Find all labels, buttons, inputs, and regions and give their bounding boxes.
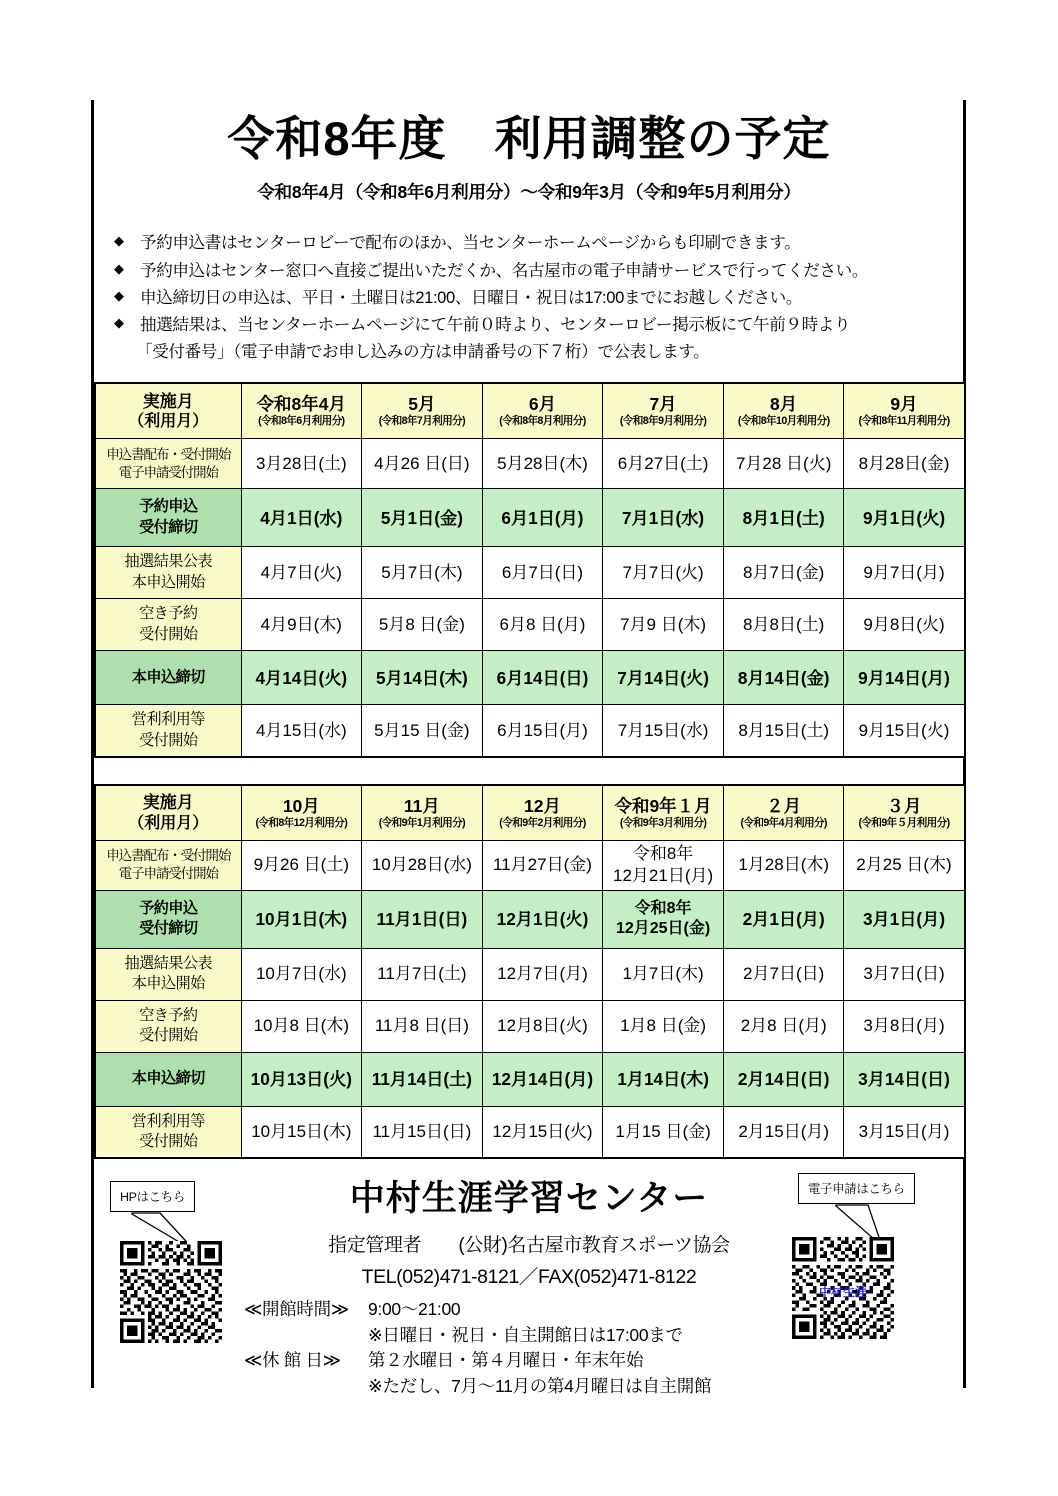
diamond-icon: ◆ (114, 233, 124, 249)
header-month-name: 令和8年4月 (256, 394, 347, 415)
table-header-row (95, 785, 965, 841)
schedule-date-line: 3月1日(月) (862, 909, 946, 930)
closed-row (244, 1348, 814, 1374)
header-month-name: 8月 (770, 394, 798, 415)
row-label-cell (95, 1052, 241, 1106)
schedule-date-cell (844, 1000, 965, 1052)
header-month-cell (241, 383, 362, 439)
schedule-date-cell (482, 439, 603, 489)
schedule-date-line: 9月7日(月) (863, 562, 945, 582)
schedule-date-cell (482, 599, 603, 651)
header-month-cell (603, 383, 724, 439)
row-label-cell (95, 840, 241, 890)
header-month-name: ３月 (886, 795, 922, 816)
schedule-date-cell (241, 547, 362, 599)
schedule-date-line: 12月7日(月) (497, 964, 588, 984)
notice-list (94, 230, 964, 364)
notice-text: 申込締切日の申込は、平日・土曜日は21:00、日曜日・祝日は17:00までにお越しください。 (140, 287, 803, 307)
schedule-date-line: 12月1日(火) (496, 909, 589, 930)
schedule-date-line: 10月28日(水) (371, 855, 472, 875)
schedule-date-cell (241, 651, 362, 705)
row-label-cell (95, 547, 241, 599)
row-label-cell (95, 489, 241, 547)
schedule-date-cell (723, 489, 844, 547)
center-name: 中村生涯学習センター (349, 1179, 709, 1219)
notice-text: 予約申込書はセンターロビーで配布のほか、当センターホームページからも印刷できます。 (140, 233, 801, 253)
row-label-line1: 予約申込 (139, 899, 198, 917)
hours-note: ※日曜日・祝日・自主開館日は17:00まで (368, 1324, 683, 1345)
row-label-line2: 受付開始 (139, 1133, 198, 1151)
schedule-date-cell (723, 705, 844, 757)
notice-text: 「受付番号」（電子申請でお申し込みの方は申請番号の下７桁）で公表します。 (136, 342, 710, 362)
header-month-name: 令和9年１月 (614, 795, 712, 816)
schedule-date-line: 7月28 日(火) (735, 453, 832, 473)
schedule-date-line: 5月14日(木) (376, 667, 468, 688)
table-row (95, 547, 965, 599)
schedule-date-line: 5月15 日(金) (374, 720, 470, 740)
row-label-line1: 営利利用等 (131, 711, 205, 729)
header-month-note: (令和9年2月利用分) (499, 816, 586, 829)
schedule-date-line: 10月7日(水) (255, 964, 347, 984)
diamond-icon: ◆ (114, 260, 124, 276)
document-content (94, 100, 964, 1429)
header-month-name: 6月 (528, 394, 557, 415)
schedule-date-line: 7月9 日(木) (620, 614, 707, 634)
table-row (95, 1052, 965, 1106)
schedule-date-line: 5月8 日(金) (378, 614, 465, 634)
hours-value: 9:00〜21:00 (368, 1298, 461, 1319)
row-label-line2: 電子申請受付開始 (118, 866, 218, 882)
row-label-line1: 営利利用等 (131, 1112, 205, 1130)
schedule-date-cell (241, 948, 362, 1000)
schedule-date-cell (482, 840, 603, 890)
header-month-note: (令和8年11月利用分) (858, 415, 950, 428)
schedule-date-cell (241, 890, 362, 948)
row-label-cell (95, 705, 241, 757)
schedule-date-cell (362, 489, 483, 547)
header-month-note: (令和8年9月利用分) (619, 415, 707, 428)
header-month-name: 12月 (524, 795, 561, 816)
schedule-date-line: 11月7日(土) (377, 964, 467, 984)
schedule-date-line: 12月21日(月) (613, 866, 714, 886)
header-month-cell (362, 785, 483, 841)
header-month-cell (844, 383, 965, 439)
schedule-date-cell (723, 651, 844, 705)
row-label-cell (95, 1000, 241, 1052)
row-label-cell (95, 651, 241, 705)
schedule-date-cell (844, 1052, 965, 1106)
schedule-date-cell (723, 840, 844, 890)
schedule-date-cell (603, 651, 724, 705)
eapp-callout-bubble: 電子申請はこちら (798, 1173, 915, 1204)
schedule-date-line: 8月14日(金) (737, 667, 830, 688)
hp-qr-code-image (120, 1241, 222, 1343)
header-label-cell (95, 785, 241, 841)
schedule-date-line: 3月8日(月) (863, 1016, 945, 1036)
row-label-line1: 申込書配布・受付開始 (106, 848, 231, 864)
row-label-cell (95, 890, 241, 948)
header-month-note: (令和8年10月利用分) (737, 415, 830, 428)
header-label-line2: （利用月） (128, 814, 209, 832)
row-label-cell (95, 439, 241, 489)
schedule-date-line: 令和8年 (634, 900, 692, 918)
schedule-date-line: 9月14日(月) (858, 667, 950, 688)
schedule-date-cell (723, 1106, 844, 1158)
schedule-date-line: 11月14日(土) (371, 1069, 473, 1090)
notice-item (114, 258, 964, 283)
schedule-date-cell (723, 1000, 844, 1052)
header-month-name: 9月 (890, 394, 918, 415)
schedule-date-line: 1月14日(木) (617, 1069, 709, 1090)
footer (94, 1179, 964, 1429)
notice-text: 予約申込はセンター窓口へ直接ご提出いただくか、名古屋市の電子申請サービスで行ってください。 (140, 260, 869, 280)
row-label-line1: 本申込締切 (131, 1070, 205, 1088)
schedule-date-cell (482, 547, 603, 599)
schedule-date-cell (723, 439, 844, 489)
table-row (95, 439, 965, 489)
closed-value: 第２水曜日・第４月曜日・年末年始 (368, 1350, 644, 1371)
hours-note-row (244, 1323, 814, 1349)
schedule-date-line: 9月26 日(土) (253, 855, 349, 875)
schedule-date-cell (482, 948, 603, 1000)
schedule-date-line: 12月25日(金) (615, 920, 711, 938)
table-row (95, 489, 965, 547)
header-month-cell (723, 383, 844, 439)
header-month-note: (令和9年５月利用分) (858, 816, 950, 829)
header-month-cell (723, 785, 844, 841)
schedule-date-line: 2月14日(日) (737, 1069, 830, 1090)
schedule-date-cell (482, 1106, 603, 1158)
schedule-date-line: 5月7日(木) (381, 562, 463, 582)
table-row (95, 705, 965, 757)
closed-note-row (244, 1374, 814, 1400)
schedule-date-cell (482, 890, 603, 948)
schedule-date-line: 11月27日(金) (493, 855, 592, 875)
header-label-line1: 実施月 (142, 391, 194, 411)
table-row (95, 1000, 965, 1052)
schedule-date-cell (844, 547, 965, 599)
row-label-line2: 受付締切 (139, 518, 198, 536)
hours-block (244, 1297, 814, 1401)
header-month-note: (令和8年7月利用分) (378, 415, 466, 428)
schedule-date-line: 12月15日(火) (492, 1122, 593, 1142)
row-label-line1: 空き予約 (139, 1006, 198, 1024)
schedule-date-line: 3月15日(月) (858, 1122, 950, 1142)
schedule-date-cell (482, 705, 603, 757)
schedule-date-cell (362, 1106, 483, 1158)
row-label-line2: 受付開始 (139, 625, 198, 643)
schedule-date-line: 4月9日(木) (260, 614, 342, 634)
header-month-note: (令和9年4月利用分) (740, 816, 827, 829)
header-label-line2: （利用月） (128, 413, 209, 431)
tel-fax-line: TEL(052)471-8121／FAX(052)471-8122 (361, 1265, 697, 1288)
schedule-date-line: 6月15日(月) (497, 720, 588, 740)
schedule-date-line: 6月7日(日) (501, 562, 584, 582)
schedule-date-cell (603, 547, 724, 599)
header-month-cell (241, 785, 362, 841)
schedule-date-line: 10月1日(木) (255, 909, 348, 930)
table-row (95, 890, 965, 948)
notice-item (114, 312, 964, 337)
schedule-date-cell (241, 1052, 362, 1106)
notice-item-continued (114, 339, 964, 364)
schedule-date-cell (723, 948, 844, 1000)
schedule-date-line: 12月14日(月) (491, 1069, 594, 1090)
header-month-cell (362, 383, 483, 439)
row-label-line1: 抽選結果公表 (124, 954, 213, 972)
schedule-date-cell (482, 489, 603, 547)
schedule-date-cell (603, 705, 724, 757)
row-label-line2: 受付開始 (139, 1027, 198, 1045)
hours-row (244, 1297, 814, 1323)
schedule-date-line: 6月27日(土) (617, 453, 709, 473)
schedule-date-cell (482, 651, 603, 705)
header-month-name: 5月 (408, 394, 436, 415)
row-label-cell (95, 599, 241, 651)
schedule-date-cell (603, 1000, 724, 1052)
schedule-date-line: 5月28日(木) (497, 453, 588, 473)
schedule-date-cell (362, 439, 483, 489)
schedule-date-line: 10月15日(木) (251, 1122, 352, 1142)
schedule-date-line: 8月7日(金) (743, 562, 825, 582)
header-month-cell (482, 383, 603, 439)
schedule-date-line: 10月13日(火) (250, 1069, 352, 1090)
schedule-date-cell (723, 890, 844, 948)
schedule-date-cell (241, 489, 362, 547)
schedule-date-line: 4月26 日(日) (374, 453, 470, 473)
schedule-date-cell (603, 1052, 724, 1106)
schedule-date-cell (362, 890, 483, 948)
schedule-date-cell (844, 890, 965, 948)
schedule-date-line: 6月8 日(月) (499, 614, 586, 634)
schedule-date-line: 9月1日(火) (862, 507, 946, 528)
schedule-date-line: 3月14日(日) (858, 1069, 950, 1090)
hp-callout-bubble: HPはこちら (110, 1181, 195, 1212)
closed-note: ※ただし、7月〜11月の第4月曜日は自主開館 (368, 1376, 712, 1397)
schedule-date-line: 2月25 日(木) (856, 855, 952, 875)
page-title: 令和8年度 利用調整の予定 (227, 112, 831, 165)
notice-item (114, 285, 964, 310)
schedule-date-cell (723, 1052, 844, 1106)
schedule-date-cell (603, 948, 724, 1000)
qr-overlay-label: 中村生涯 (818, 1285, 867, 1300)
schedule-date-line: 4月1日(水) (260, 507, 343, 528)
schedule-date-cell (844, 439, 965, 489)
row-label-line1: 本申込締切 (131, 668, 205, 686)
row-label-line1: 申込書配布・受付開始 (106, 446, 231, 462)
table-row (95, 651, 965, 705)
schedule-date-cell (482, 1052, 603, 1106)
row-label-line1: 予約申込 (139, 498, 198, 516)
schedule-date-cell (241, 1000, 362, 1052)
schedule-date-cell (362, 948, 483, 1000)
schedule-date-line: 2月8 日(月) (740, 1016, 827, 1036)
schedule-date-cell (844, 489, 965, 547)
header-month-name: ２月 (766, 795, 802, 816)
schedule-date-line: 8月15日(土) (738, 720, 830, 740)
schedule-date-cell (603, 890, 724, 948)
schedule-date-cell (844, 948, 965, 1000)
schedule-date-line: 7月15日(水) (617, 720, 709, 740)
row-label-line2: 受付開始 (139, 731, 198, 749)
schedule-date-line: 7月7日(火) (622, 562, 704, 582)
schedule-date-line: 2月15日(月) (738, 1122, 830, 1142)
row-label-line1: 空き予約 (139, 605, 198, 623)
schedule-date-line: 11月8 日(日) (374, 1016, 469, 1036)
schedule-date-line: 10月8 日(木) (253, 1016, 349, 1036)
header-month-name: 11月 (403, 795, 440, 816)
closed-label: ≪休 館 日≫ (244, 1350, 341, 1371)
schedule-date-line: 12月8日(火) (497, 1016, 588, 1036)
schedule-date-cell (603, 1106, 724, 1158)
row-label-line1: 抽選結果公表 (124, 553, 213, 571)
schedule-date-line: 令和8年 (632, 844, 694, 864)
schedule-date-cell (241, 439, 362, 489)
schedule-date-cell (482, 1000, 603, 1052)
schedule-table-second-half (94, 784, 966, 1160)
diamond-icon: ◆ (114, 287, 124, 303)
schedule-date-cell (241, 705, 362, 757)
hp-qr-code[interactable] (120, 1241, 222, 1343)
row-label-line2: 受付締切 (139, 920, 198, 938)
schedule-date-cell (844, 651, 965, 705)
schedule-date-cell (844, 840, 965, 890)
schedule-date-line: 9月8日(火) (863, 614, 945, 634)
schedule-date-cell (362, 547, 483, 599)
schedule-date-line: 1月7日(木) (622, 964, 704, 984)
schedule-date-line: 7月14日(火) (617, 667, 709, 688)
schedule-date-cell (844, 599, 965, 651)
manager-line: 指定管理者 (公財)名古屋市教育スポーツ協会 (328, 1234, 730, 1256)
schedule-date-line: 8月1日(土) (742, 507, 825, 528)
hours-label: ≪開館時間≫ (244, 1298, 349, 1319)
schedule-date-cell (241, 599, 362, 651)
schedule-date-cell (362, 1052, 483, 1106)
header-month-cell (844, 785, 965, 841)
table-body (95, 439, 965, 757)
header-month-note: (令和8年8月利用分) (499, 415, 586, 428)
schedule-date-cell (241, 840, 362, 890)
schedule-date-line: 7月1日(水) (622, 507, 705, 528)
schedule-table-first-half (94, 382, 966, 758)
schedule-date-cell (362, 1000, 483, 1052)
schedule-date-cell (844, 705, 965, 757)
row-label-line2: 本申込開始 (131, 573, 205, 591)
page-subtitle: 令和8年4月（令和8年6月利用分）〜令和9年3月（令和9年5月利用分） (257, 182, 801, 203)
header-label-line1: 実施月 (142, 793, 194, 813)
schedule-date-line: 11月15日(日) (372, 1122, 472, 1142)
table-row (95, 840, 965, 890)
header-month-note: (令和8年6月利用分) (258, 415, 345, 428)
header-month-note: (令和9年3月利用分) (619, 816, 707, 829)
schedule-date-cell (362, 840, 483, 890)
schedule-date-line: 5月1日(金) (380, 507, 463, 528)
schedule-date-cell (603, 489, 724, 547)
schedule-date-line: 11月1日(日) (376, 909, 468, 930)
schedule-date-cell (362, 705, 483, 757)
schedule-date-line: 9月15日(火) (858, 720, 950, 740)
table-body (95, 840, 965, 1158)
schedule-date-cell (603, 439, 724, 489)
header-label-cell (95, 383, 241, 439)
schedule-date-cell (844, 1106, 965, 1158)
row-label-line2: 本申込開始 (131, 975, 205, 993)
row-label-cell (95, 1106, 241, 1158)
notice-item (114, 230, 964, 255)
table-row (95, 948, 965, 1000)
center-info (244, 1179, 814, 1400)
schedule-date-line: 1月8 日(金) (620, 1016, 707, 1036)
header-month-name: 10月 (282, 795, 320, 816)
schedule-date-line: 4月7日(火) (260, 562, 342, 582)
schedule-date-cell (362, 599, 483, 651)
schedule-date-line: 3月28日(土) (255, 453, 347, 473)
schedule-date-cell (603, 840, 724, 890)
schedule-date-line: 8月8日(土) (743, 614, 825, 634)
schedule-date-cell (241, 1106, 362, 1158)
diamond-icon: ◆ (114, 315, 124, 330)
schedule-date-line: 1月15 日(金) (615, 1122, 711, 1142)
row-label-line2: 電子申請受付開始 (118, 464, 218, 480)
header-month-cell (603, 785, 724, 841)
schedule-date-line: 4月14日(火) (255, 667, 348, 688)
schedule-date-line: 8月28日(金) (858, 453, 950, 473)
row-label-cell (95, 948, 241, 1000)
schedule-date-line: 3月7日(日) (863, 964, 945, 984)
schedule-date-line: 6月1日(月) (501, 507, 584, 528)
schedule-date-cell (362, 651, 483, 705)
schedule-date-line: 1月28日(木) (738, 855, 830, 875)
notice-text: 抽選結果は、当センターホームページにて午前０時より、センターロビー掲示板にて午前９時より (140, 315, 851, 334)
header-month-note: (令和9年1月利用分) (378, 816, 466, 829)
schedule-date-cell (723, 547, 844, 599)
schedule-date-cell (603, 599, 724, 651)
schedule-date-line: 2月1日(月) (742, 909, 825, 930)
schedule-date-cell (723, 599, 844, 651)
table-row (95, 1106, 965, 1158)
header-month-name: 7月 (649, 394, 677, 415)
schedule-date-line: 2月7日(日) (743, 964, 825, 984)
schedule-date-line: 4月15日(水) (255, 720, 347, 740)
schedule-date-line: 6月14日(日) (496, 667, 589, 688)
table-row (95, 599, 965, 651)
header-month-cell (482, 785, 603, 841)
table-header-row (95, 383, 965, 439)
header-month-note: (令和8年12月利用分) (255, 816, 348, 829)
